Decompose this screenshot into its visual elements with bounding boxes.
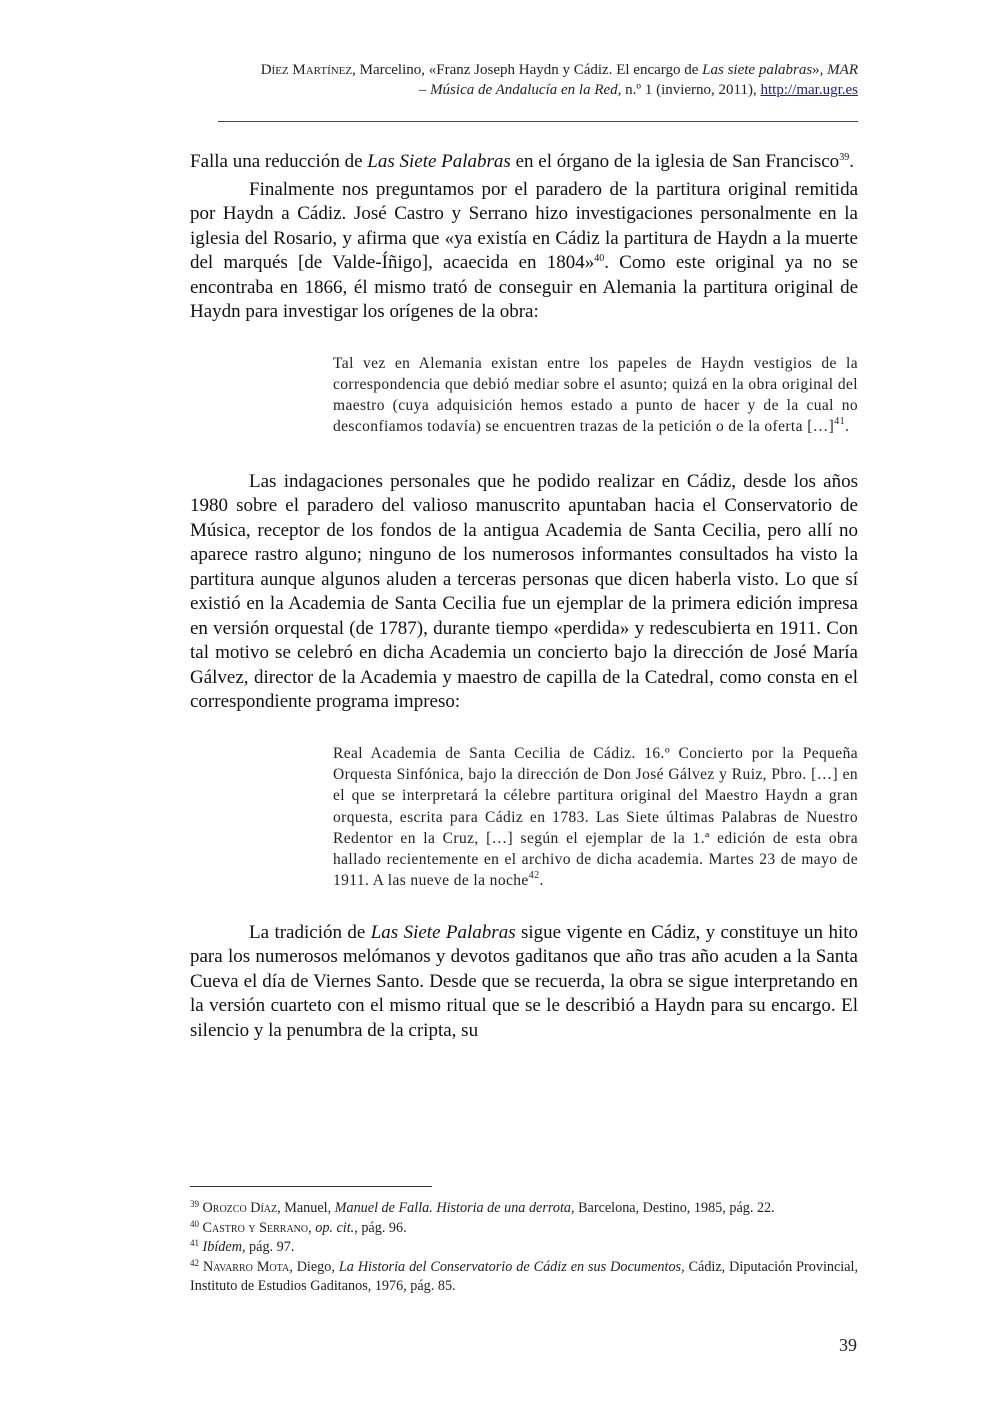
paragraph-4-text-a: La tradición de <box>249 921 371 943</box>
footnote-ref-39[interactable]: 39 <box>839 152 850 163</box>
header-article-title: Las siete palabras <box>702 62 813 78</box>
footnote-title: Manuel de Falla. Historia de una derrota <box>334 1200 571 1216</box>
footnote-title: op. cit. <box>315 1219 355 1236</box>
paragraph-4-work-title: Las Siete Palabras <box>370 921 516 943</box>
running-header <box>190 60 858 100</box>
main-text <box>190 150 858 1043</box>
block-quote-1-text: Tal vez en Alemania existan entre los papeles de Haydn vestigios de la correspondencia que debió mediar sobre el asunto; quizá en la obra original del maestro (cuya adquisición hemos estado a punto de hacer y de la cual no desconfiamos todavía) se encuentren trazas de la petición o de la oferta […] <box>333 354 858 436</box>
header-author-rest: , Marcelino, «Franz Joseph Haydn y Cádiz. El encargo de <box>352 62 703 78</box>
paragraph-2-text-a: Finalmente nos preguntamos por el paradero de la partitura original remitida por Haydn a Cádiz. José Castro y Serrano hizo investigaciones personalmente en la iglesia del Rosario, y afirma que «ya existía en Cádiz la partitura de Haydn a la muerte del marqués [de Valde-Íñigo], acaecida en 1804» <box>190 178 858 273</box>
header-author: Díez Martínez <box>260 62 353 78</box>
footnote-author-rest: , <box>308 1219 316 1236</box>
footnote-title: La Historia del Conservatorio de Cádiz en sus Documentos <box>338 1258 682 1275</box>
header-journal-abbr: MAR <box>827 62 858 78</box>
footnote-author: Castro y Serrano <box>202 1219 309 1236</box>
footnote-author-rest: , Diego, <box>289 1258 339 1275</box>
block-quote-1 <box>333 353 858 438</box>
footnote-author-rest: , Manuel, <box>277 1200 335 1216</box>
block-quote-1-end: . <box>845 418 850 436</box>
header-url-link[interactable]: http://mar.ugr.es <box>760 82 858 98</box>
paragraph-4-text-b: sigue vigente en Cádiz, y constituye un hito para los numerosos melómanos y devotos gaditanos que año tras año acuden a la Santa Cueva el día de Viernes Santo. Desde que se recuerda, la obra se sigue interpretando en la versión cuarteto con el mismo ritual que se le describió a Haydn para su encargo. El silencio y la penumbra de la cripta, su <box>190 921 858 1041</box>
footnote-ref-41[interactable]: 41 <box>834 416 846 428</box>
header-divider <box>218 121 858 122</box>
footnotes <box>190 1199 858 1297</box>
paragraph-2 <box>190 178 858 325</box>
footnote-divider <box>190 1186 432 1187</box>
paragraph-1-text-a: Falla una reducción de <box>190 151 368 172</box>
footnote-details: , pág. 96. <box>354 1219 407 1236</box>
footnote-author: Orozco Díaz <box>202 1200 278 1216</box>
header-journal-name: Música de Andalucía en la Red <box>430 82 618 98</box>
footnote-details: , Cádiz, Diputación Provincial, Instituto de Estudios Gaditanos, 1976, pág. 85. <box>190 1258 859 1294</box>
header-issue: , n.º 1 (invierno, 2011), <box>617 82 761 98</box>
paragraph-3 <box>190 470 858 715</box>
footnote-number: 39 <box>190 1199 199 1209</box>
paragraph-1-text-b: en el órgano de la iglesia de San Francisco <box>510 151 840 172</box>
footnote-details: , pág. 97. <box>241 1239 295 1255</box>
paragraph-4 <box>190 921 858 1044</box>
footnote-41 <box>190 1238 858 1258</box>
paragraph-2-text-b: . Como este original ya no se encontraba en 1866, él mismo trató de conseguir en Alemania la partitura original de Haydn para investigar los orígenes de la obra: <box>190 252 858 322</box>
footnote-40 <box>190 1219 858 1239</box>
footnote-42 <box>190 1258 858 1297</box>
footnote-number: 41 <box>190 1238 199 1248</box>
block-quote-2-end: . <box>539 872 544 890</box>
header-after-title: », <box>812 62 828 78</box>
block-quote-2 <box>333 743 858 892</box>
page-number: 39 <box>839 1335 857 1355</box>
paragraph-1-work-title: Las Siete Palabras <box>367 151 511 172</box>
paragraph-1 <box>190 150 858 175</box>
footnote-number: 42 <box>190 1257 199 1268</box>
footnote-title: Ibídem <box>202 1239 242 1255</box>
paragraph-3-text: Las indagaciones personales que he podido realizar en Cádiz, desde los años 1980 sobre el paradero del valioso manuscrito apuntaban hacia el Conservatorio de Música, receptor de los fondos de la antigua Academia de Santa Cecilia, pero allí no aparece rastro alguno; ninguno de los numerosos informantes consultados ha visto la partitura aunque algunos aluden a terceras personas que dicen haberla visto. Lo que sí existió en la Academia de Santa Cecilia fue un ejemplar de la primera edición impresa en versión orquestal (de 1787), durante tiempo «perdida» y redescubierta en 1911. Con tal motivo se celebró en dicha Academia un concierto bajo la dirección de José María Gálvez, director de la Academia y maestro de capilla de la Catedral, como consta en el correspondiente programa impreso: <box>190 470 858 713</box>
header-line-2 <box>190 80 858 100</box>
footnote-details: , Barcelona, Destino, 1985, pág. 22. <box>570 1200 775 1216</box>
footnote-author: Navarro Mota <box>202 1258 290 1275</box>
header-line-1 <box>190 60 858 80</box>
footnote-39 <box>190 1199 858 1219</box>
footnote-number: 40 <box>190 1218 199 1229</box>
footnote-ref-42[interactable]: 42 <box>528 870 540 882</box>
footnote-ref-40[interactable]: 40 <box>594 253 605 264</box>
paragraph-1-text-c: . <box>849 151 854 172</box>
block-quote-2-text: Real Academia de Santa Cecilia de Cádiz. 16.º Concierto por la Pequeña Orquesta Sinfónica, bajo la dirección de Don José Gálvez y Ruiz, Pbro. […] en el que se interpretará la célebre partitura original del Maestro Haydn a gran orquesta, escrita para Cádiz en 1783. Las Siete últimas Palabras de Nuestro Redentor en la Cruz, […] según el ejemplar de la 1.ª edición de esta obra hallado recientemente en el archivo de dicha academia. Martes 23 de mayo de 1911. A las nueve de la noche <box>333 744 858 890</box>
header-dash: – <box>418 82 431 98</box>
